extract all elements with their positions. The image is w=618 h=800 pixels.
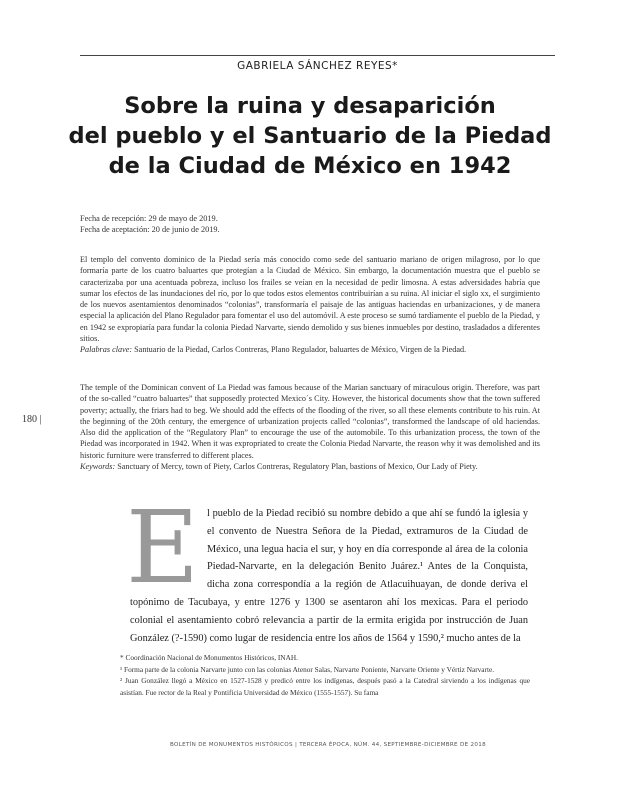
abstract-english-text: The temple of the Dominican convent of La Piedad was famous because of the Marian sanctuary of miraculous origin. Therefore, was part of the so-called “cuatro baluartes” that supposedly protected Mexico´s City. However, the historical documents show that the town suffered poverty; actually, the friars had to beg. We should add the effects of the flooding of the river, so all these elements contribute to his ruin. At the beginning of the 20th century, the emergence of urbanization projects called “colonias”, transformed the landscape of old haciendas. Also did the application of the “Regulatory Plan” to encourage the use of the automobile. To this urbanization process, the town of the Piedad was incorporated in 1942. When it was expropriated to create the Colonia Piedad Narvarte, the reason why it was demolished and its historic furniture were transferred to different places. [80, 383, 540, 460]
page-number: 180 | [22, 414, 42, 425]
drop-cap: E [126, 489, 199, 606]
title-line: del pueblo y el Santuario de la Piedad [68, 123, 552, 149]
footnote: ¹ Forma parte de la colonia Narvarte junto con las colonias Atenor Salas, Narvarte Poniente, Narvarte Oriente y Vértiz Narvarte. [120, 664, 495, 674]
abstract-spanish-text: El templo del convento dominico de la Piedad sería más conocido como sede del santuario mariano de origen milagroso, por lo que formaría parte de los cuatro baluartes que protegían a la Ciudad de México. Sin embargo, la documentación muestra que el pueblo se caracterizaba por una acentuada pobreza, incluso los frailes se veían en la necesidad de pedir limosna. A estas adversidades habría que sumar los efectos de las inundaciones del río, por lo que todos estos elementos contribuirían a su ruina. Al iniciar el siglo xx, el surgimiento de los nuevos asentamientos denominados “colonias”, transformaría el paisaje de las antiguas haciendas en urbanizaciones, y de manera especial la aplicación del Plano Regulador para fomentar el uso del automóvil. A este proceso se sumó tardíamente el pueblo de la Piedad, y en 1942 se expropiaría para fundar la colonia Piedad Narvarte, siendo demolido y sus bienes inmuebles por destino, trasladados a diferentes sitios. [80, 255, 540, 344]
title-line: de la Ciudad de México en 1942 [108, 153, 512, 179]
body-text [126, 489, 528, 647]
keywords-spanish [80, 344, 540, 355]
running-footer: BOLETÍN DE MONUMENTOS HISTÓRICOS | TERCERA ÉPOCA, NÚM. 44, SEPTIEMBRE-DICIEMBRE DE 2018 [170, 742, 486, 748]
keywords-label: Palabras clave: [80, 345, 133, 355]
received-date: Fecha de recepción: 29 de mayo de 2019. [80, 214, 218, 223]
abstract-spanish [80, 254, 540, 356]
keywords-label: Keywords: [80, 462, 116, 472]
footnote: ² Juan González llegó a México en 1527-1528 y predicó entre los indígenas, después pasó a la Catedral sirviendo a los indígenas que asistían. Fue rector de la Real y Pontificia Universidad de México (1555-1557). Su fama [120, 676, 530, 697]
keywords-list: Santuario de la Piedad, Carlos Contreras, Plano Regulador, baluartes de México, Virgen de la Piedad. [134, 345, 467, 355]
abstract-english [80, 382, 540, 472]
title-line: Sobre la ruina y desaparición [124, 93, 496, 119]
keywords-english [80, 461, 540, 472]
footnote: * Coordinación Nacional de Monumentos Históricos, INAH. [120, 653, 298, 662]
footnotes [120, 652, 530, 698]
author-name: GABRIELA SÁNCHEZ REYES* [237, 60, 398, 72]
accepted-date: Fecha de aceptación: 20 de junio de 2019. [80, 225, 220, 234]
body-paragraph: l pueblo de la Piedad recibió su nombre debido a que ahí se fundó la iglesia y el convento de Nuestra Señora de la Piedad, extramuros de la Ciudad de México, una legua hacia el sur, y hoy en día corresponde al área de la colonia Piedad-Narvarte, en la delegación Benito Juárez.¹ Antes de la Conquista, dicha zona correspondía a la región de Atlacuihuayan, de donde deriva el topónimo de Tacubaya, y entre 1276 y 1300 se asentaron ahí los mexicas. Para el periodo colonial el asentamiento cobró relevancia a partir de la ermita erigida por instrucción de Juan González (?-1590) como lugar de residencia entre los años de 1564 y 1590,² mucho antes de la [130, 508, 528, 644]
article-title [60, 91, 560, 181]
dates-block [80, 213, 220, 235]
keywords-list: Sanctuary of Mercy, town of Piety, Carlos Contreras, Regulatory Plan, bastions of Mexico, Our Lady of Piety. [117, 462, 478, 472]
top-rule [80, 55, 555, 56]
